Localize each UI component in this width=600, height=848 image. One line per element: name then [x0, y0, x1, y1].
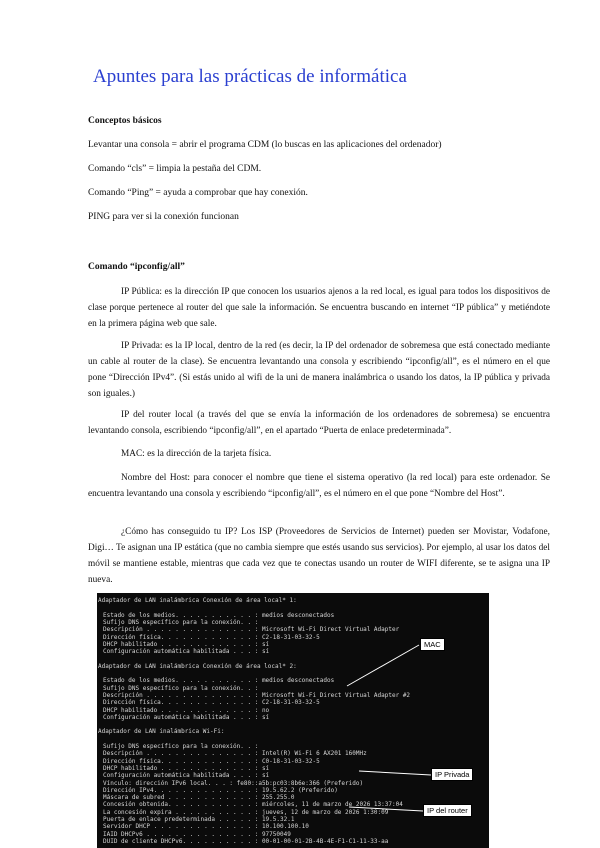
console-line: Vínculo: dirección IPv6 local. . . : fe80::a5b:pc03:8b6e:366 (Preferido) — [103, 779, 364, 787]
callout-mac: MAC — [420, 638, 445, 651]
console-line: La concesión expira . . . . . . . . . . . : jueves, 12 de marzo de 2026 1:30:09 — [103, 808, 389, 816]
console-line: Configuración automática habilitada . . . : sí — [103, 772, 270, 780]
paragraph-host: Nombre del Host: para conocer el nombre que tiene el sistema operativo (la red local) para este ordenador. Se encuentra levantando una consola y escribiendo “ipconfig/all”, es el número en el que pone “Nombre del Host”. — [88, 473, 550, 499]
ipconfig-heading: Comando “ipconfig/all” — [88, 262, 185, 272]
paragraph-isp: ¿Cómo has conseguido tu IP? Los ISP (Proveedores de Servicios de Internet) pueden ser Movistar, Vodafone, Digi… Te asignan una IP estática (que no cambia siempre que estés usando sus servicios). Por ejemplo, al usar los datos del móvil se mantiene estable, mientras que cada vez que te conectas usando un router de WIFI diferente, se te asigna una IP nueva. — [88, 527, 550, 585]
console-line: Estado de los medios. . . . . . . . . . . : medios desconectados — [103, 677, 335, 685]
ipconfig-console-screenshot — [97, 593, 489, 848]
console-line: Descripción . . . . . . . . . . . . . . . : Intel(R) Wi-Fi 6 AX201 160MHz — [103, 750, 367, 758]
console-line: Puerta de enlace predeterminada . . . . . : 19.5.32.1 — [103, 816, 295, 823]
console-line: Dirección IPv4. . . . . . . . . . . . . . : 19.5.62.2 (Preferido) — [103, 786, 338, 794]
console-line: Dirección física. . . . . . . . . . . . . : C0-18-31-03-32-5 — [103, 757, 320, 765]
basics-heading: Conceptos básicos — [88, 116, 162, 126]
console-line: Servidor DHCP . . . . . . . . . . . . . . : 10.100.100.10 — [103, 823, 309, 831]
console-line: Configuración automática habilitada . . . : sí — [103, 713, 270, 721]
console-line: Descripción . . . . . . . . . . . . . . . : Microsoft Wi-Fi Direct Virtual Adapter — [103, 626, 400, 634]
console-line: DHCP habilitado . . . . . . . . . . . . . : no — [103, 706, 270, 714]
console-line: Estado de los medios. . . . . . . . . . . : medios desconectados — [103, 611, 335, 619]
paragraph-ip-router: IP del router local (a través del que se envía la información de los ordenadores de sobremesa) se encuentra levantando consola, escribiendo “ipconfig/all”, en el apartado “Puerta de enlace predeterminada”. — [88, 410, 550, 436]
paragraph-ip-publica: IP Pública: es la dirección IP que conocen los usuarios ajenos a la red local, es igual para todos los dispositivos de clase porque pertenece al router del que sale la información. Se encuentra buscando en internet “IP pública” y metiéndote en la primera página web que sale. — [88, 287, 550, 329]
console-line: Adaptador de LAN inalámbrica Wi-Fi: — [98, 728, 225, 736]
basics-line: Levantar una consola = abrir el programa CDM (lo buscas en las aplicaciones del ordenador) — [88, 140, 442, 150]
basics-line: Comando “Ping” = ayuda a comprobar que hay conexión. — [88, 188, 308, 198]
console-line: Dirección física. . . . . . . . . . . . . : C2-18-31-03-32-5 — [103, 633, 320, 641]
paragraph-mac: MAC: es la dirección de la tarjeta física. — [121, 449, 272, 459]
document-title: Apuntes para las prácticas de informática — [93, 66, 407, 87]
console-line: IAID DHCPv6 . . . . . . . . . . . . . . . : 97750049 — [103, 830, 291, 838]
basics-line: Comando “cls” = limpia la pestaña del CDM. — [88, 164, 262, 174]
console-line: DHCP habilitado . . . . . . . . . . . . . : sí — [103, 640, 270, 648]
callout-ip-router: IP del router — [423, 804, 472, 817]
console-line: Concesión obtenida. . . . . . . . . . . . : miércoles, 11 de marzo de 2026 13:37:04 — [103, 801, 403, 809]
console-line: Descripción . . . . . . . . . . . . . . . : Microsoft Wi-Fi Direct Virtual Adapter #2 — [103, 691, 411, 699]
console-line: Configuración automática habilitada . . . : sí — [103, 648, 270, 656]
console-line: DHCP habilitado . . . . . . . . . . . . . : sí — [103, 764, 270, 772]
console-line: Sufijo DNS específico para la conexión. . : — [103, 743, 259, 750]
console-line: Dirección física. . . . . . . . . . . . . : C2-18-31-03-32-5 — [103, 699, 320, 707]
console-line: Sufijo DNS específico para la conexión. . : — [103, 618, 259, 626]
console-line: Sufijo DNS específico para la conexión. . : — [103, 684, 259, 692]
console-line: DUID de cliente DHCPv6. . . . . . . . . . : 00-01-00-01-2B-4B-4E-F1-C1-11-33-aa — [103, 837, 389, 845]
paragraph-ip-privada: IP Privada: es la IP local, dentro de la red (es decir, la IP del ordenador de sobremesa que está conectado mediante un cable al router de la clase). Se encuentra levantando una consola y escribiendo “ipconfig/all”, es el número en el que pone “Dirección IPv4”. (Si estás unido al wifi de la uni de manera inalámbrica o usando los datos, la IP pública y privada son iguales.) — [88, 341, 550, 399]
console-line: Adaptador de LAN inalámbrica Conexión de área local* 1: — [98, 597, 297, 604]
console-line: Adaptador de LAN inalámbrica Conexión de área local* 2: — [98, 662, 297, 670]
basics-line: PING para ver si la conexión funcionan — [88, 212, 239, 222]
console-line: Máscara de subred . . . . . . . . . . . . : 255.255.0 — [103, 794, 295, 802]
callout-ip-privada: IP Privada — [431, 768, 473, 781]
